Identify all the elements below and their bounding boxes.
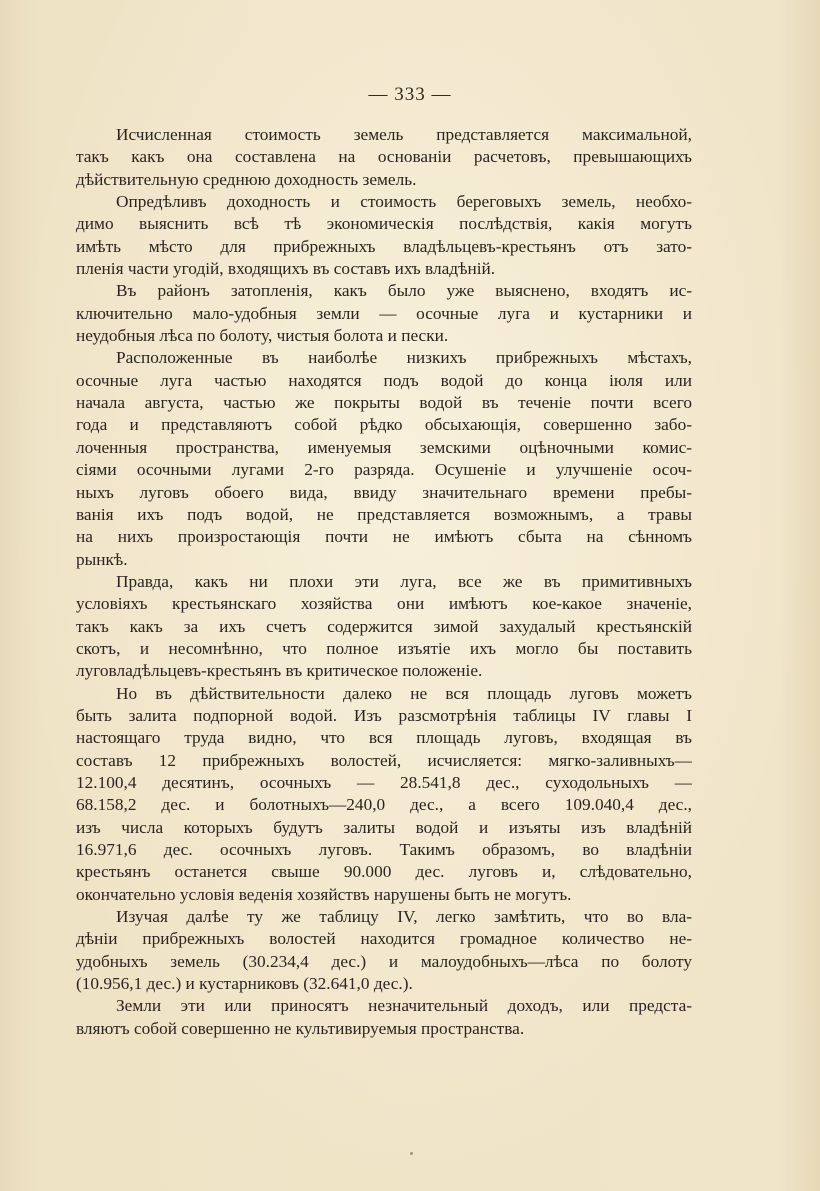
text-line: настоящаго труда видно, что вся площадь луговъ, входящая въ xyxy=(76,728,692,748)
text-line: 12.100,4 десятинъ, осочныхъ — 28.541,8 дес., суходольныхъ — xyxy=(76,772,692,792)
text-line: луговладѣльцевъ-крестьянъ въ критическое положеніе. xyxy=(76,661,483,681)
text-line: быть залита подпорной водой. Изъ разсмотрѣнія таблицы IV главы I xyxy=(76,705,692,725)
text-line: лоченныя пространства, именуемыя земскими оцѣночными комис- xyxy=(76,437,692,457)
text-line: Въ районъ затопленія, какъ было уже выяснено, входятъ ис- xyxy=(116,281,692,301)
text-line: ныхъ луговъ обоего вида, ввиду значительнаго времени пребы- xyxy=(76,482,692,502)
text-line: скотъ, и несомнѣнно, что полное изъятіе ихъ могло бы поставить xyxy=(76,638,692,658)
text-line: года и представляютъ собой рѣдко обсыхающія, совершенно забо- xyxy=(76,415,692,435)
text-line: Расположенные въ наиболѣе низкихъ прибрежныхъ мѣстахъ, xyxy=(116,348,692,368)
text-line: условіяхъ крестьянскаго хозяйства они имѣютъ кое-какое значеніе, xyxy=(76,594,692,614)
text-line: Изучая далѣе ту же таблицу IV, легко замѣтить, что во вла- xyxy=(116,907,692,927)
text-line: имѣть мѣсто для прибрежныхъ владѣльцевъ-крестьянъ отъ зато- xyxy=(76,236,692,256)
text-line: Но въ дѣйствительности далеко не вся площадь луговъ можетъ xyxy=(116,683,692,703)
text-line: (10.956,1 дес.) и кустарниковъ (32.641,0 дес.). xyxy=(76,974,413,994)
text-line: осочные луга частью находятся подъ водой до конца іюля или xyxy=(76,370,692,390)
page-number: — 333 — xyxy=(368,84,452,105)
text-line: дѣніи прибрежныхъ волостей находится громадное количество не- xyxy=(76,929,692,949)
text-line: удобныхъ земель (30.234,4 дес.) и малоудобныхъ—лѣса по болоту xyxy=(76,951,692,971)
text-line: изъ числа которыхъ будутъ залиты водой и изъяты изъ владѣній xyxy=(76,817,692,837)
text-line: вляютъ собой совершенно не культивируемыя пространства. xyxy=(76,1018,525,1038)
body-text xyxy=(76,124,692,1040)
text-line: такъ какъ она составлена на основаніи расчетовъ, превышающихъ xyxy=(76,147,692,167)
text-line: Правда, какъ ни плохи эти луга, все же въ примитивныхъ xyxy=(116,571,692,591)
text-line: Земли эти или приносятъ незначительный доходъ, или предста- xyxy=(116,996,692,1016)
text-line: такъ какъ за ихъ счетъ содержится зимой захудалый крестьянскій xyxy=(76,616,692,636)
text-line: окончательно условія веденія хозяйствъ нарушены быть не могутъ. xyxy=(76,884,572,904)
text-line: дѣйствительную среднюю доходность земель. xyxy=(76,169,417,189)
text-line: неудобныя лѣса по болоту, чистыя болота и пески. xyxy=(76,326,449,346)
text-line: составъ 12 прибрежныхъ волостей, исчисляется: мягко-заливныхъ— xyxy=(76,750,692,770)
paper-speck xyxy=(410,1152,413,1155)
text-line: димо выяснить всѣ тѣ экономическія послѣдствія, какія могутъ xyxy=(76,214,692,234)
text-line: Исчисленная стоимость земель представляется максимальной, xyxy=(116,125,692,144)
text-line: 16.971,6 дес. осочныхъ луговъ. Такимъ образомъ, во владѣніи xyxy=(76,840,692,859)
text-line: ключительно мало-удобныя земли — осочные луга и кустарники и xyxy=(76,303,692,323)
text-line: сіями осочными лугами 2-го разряда. Осушеніе и улучшеніе осоч- xyxy=(76,460,692,480)
text-line: 68.158,2 дес. и болотныхъ—240,0 дес., а всего 109.040,4 дес., xyxy=(76,795,692,815)
text-line: на нихъ произростающія почти не имѣютъ сбыта на сѣнномъ xyxy=(76,527,692,547)
text-line: ванія ихъ подъ водой, не представляется возможнымъ, а травы xyxy=(76,504,692,524)
text-line: рынкѣ. xyxy=(76,549,128,569)
text-line: пленія части угодій, входящихъ въ составъ ихъ владѣній. xyxy=(76,259,496,279)
text-line: Опредѣливъ доходность и стоимость береговыхъ земель, необхо- xyxy=(116,192,692,212)
text-line: крестьянъ останется свыше 90.000 дес. луговъ и, слѣдовательно, xyxy=(76,862,692,882)
text-line: начала августа, частью же покрыты водой въ теченіе почти всего xyxy=(76,393,692,413)
